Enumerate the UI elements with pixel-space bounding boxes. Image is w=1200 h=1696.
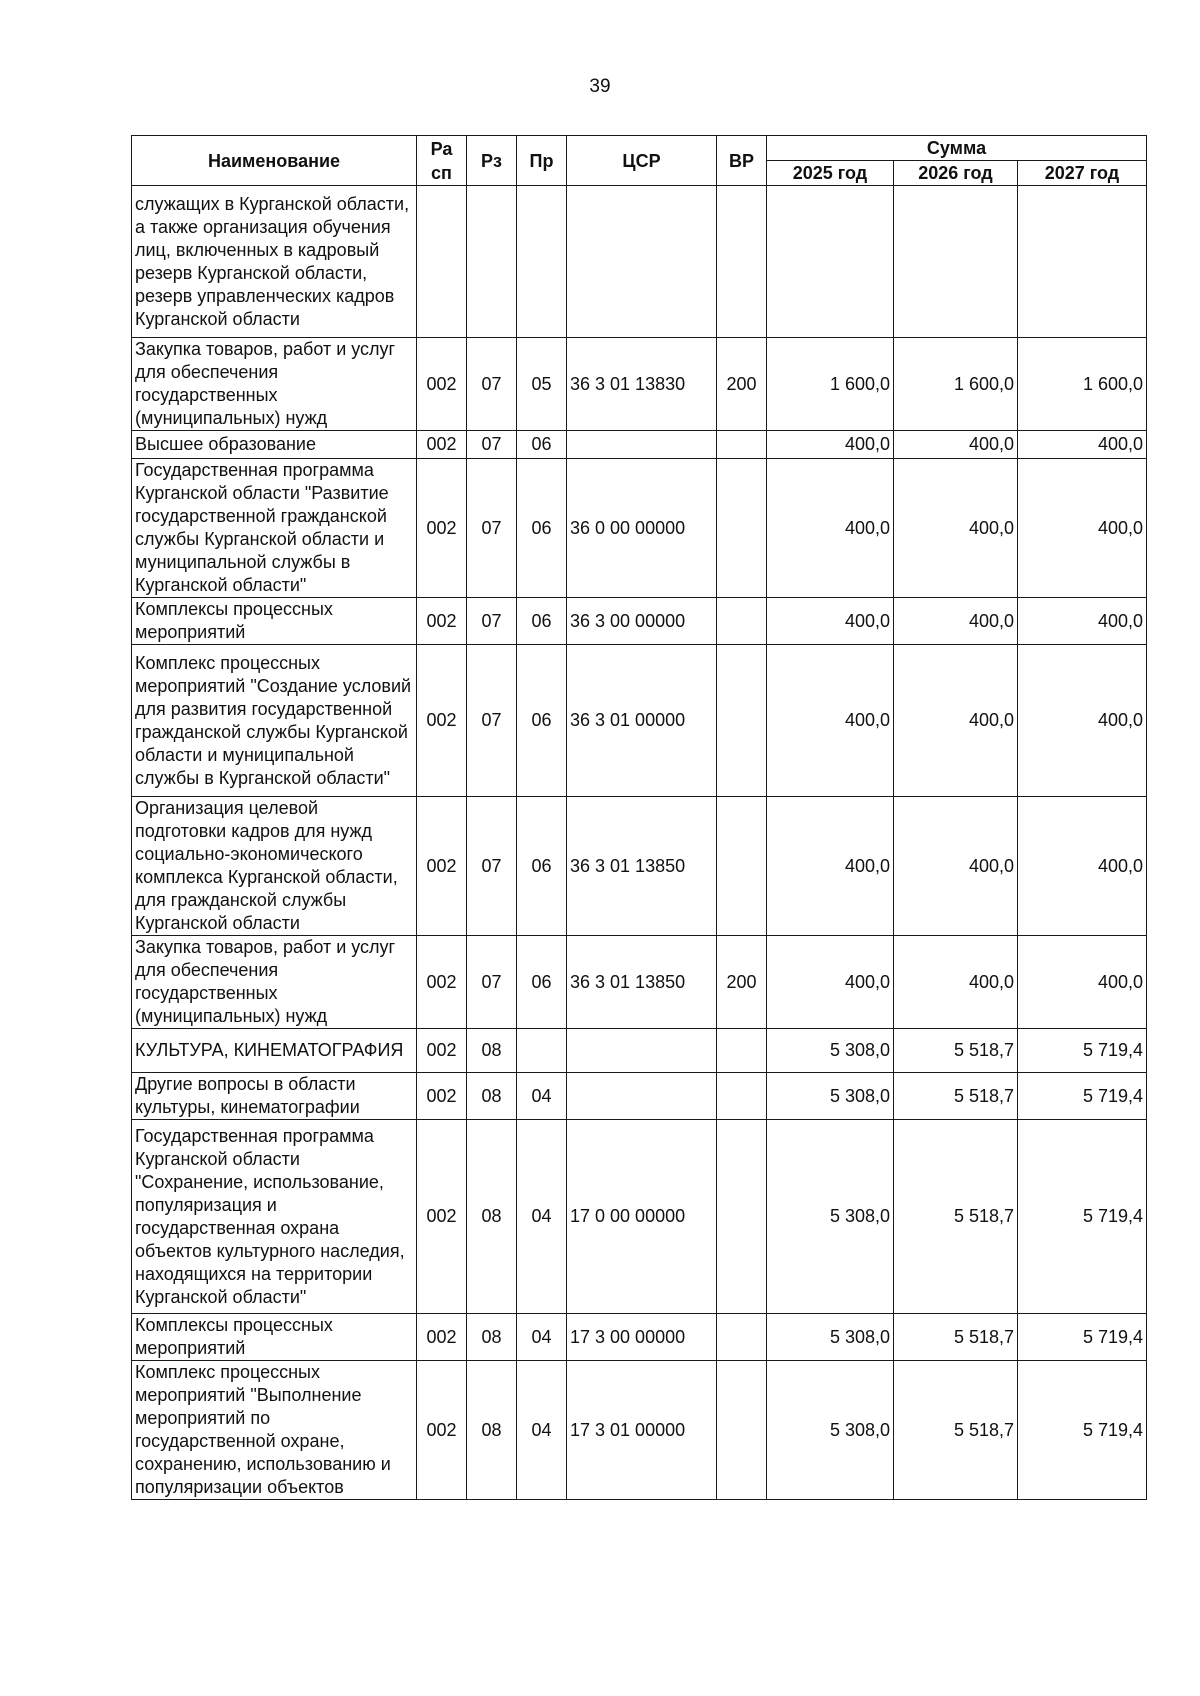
cell-2026: 1 600,0 [894,338,1018,431]
cell-2025: 400,0 [767,598,894,645]
cell-2027: 5 719,4 [1018,1029,1147,1073]
cell-2027: 400,0 [1018,645,1147,797]
cell-rz: 08 [467,1120,517,1314]
header-2027: 2027 год [1018,161,1147,186]
cell-name: Комплексы процессных мероприятий [132,1314,417,1361]
cell-2027: 1 600,0 [1018,338,1147,431]
cell-2027: 400,0 [1018,431,1147,459]
cell-csr: 36 3 01 13850 [567,797,717,936]
cell-name: Закупка товаров, работ и услуг для обеспечения государственных (муниципальных) нужд [132,338,417,431]
table-row [132,186,1147,338]
table-row [132,598,1147,645]
cell-2027: 400,0 [1018,459,1147,598]
cell-2027: 400,0 [1018,797,1147,936]
cell-rasp: 002 [417,338,467,431]
cell-2026: 400,0 [894,598,1018,645]
cell-rasp: 002 [417,936,467,1029]
cell-csr [567,186,717,338]
cell-name: Государственная программа Курганской области "Сохранение, использование, популяризация и государственная охрана объектов культурного наследия, находящихся на территории Курганской области" [132,1120,417,1314]
cell-vr [717,1073,767,1120]
cell-pr: 06 [517,936,567,1029]
cell-rasp: 002 [417,431,467,459]
cell-2025: 400,0 [767,936,894,1029]
header-name: Наименование [132,136,417,186]
table-row [132,1361,1147,1500]
cell-rz: 08 [467,1029,517,1073]
header-pr: Пр [517,136,567,186]
cell-vr [717,645,767,797]
table-row [132,338,1147,431]
cell-2027 [1018,186,1147,338]
cell-pr: 04 [517,1073,567,1120]
cell-rasp: 002 [417,1361,467,1500]
table-row [132,1029,1147,1073]
table-row [132,1120,1147,1314]
cell-pr [517,186,567,338]
cell-rasp [417,186,467,338]
cell-2027: 5 719,4 [1018,1361,1147,1500]
cell-pr: 06 [517,797,567,936]
cell-vr [717,459,767,598]
table-row [132,797,1147,936]
cell-vr [717,797,767,936]
cell-rz: 07 [467,645,517,797]
cell-2027: 5 719,4 [1018,1314,1147,1361]
cell-rz: 08 [467,1361,517,1500]
cell-2027: 400,0 [1018,598,1147,645]
cell-2026: 400,0 [894,645,1018,797]
cell-2025: 400,0 [767,431,894,459]
cell-vr [717,1361,767,1500]
header-2026: 2026 год [894,161,1018,186]
cell-2025: 1 600,0 [767,338,894,431]
cell-csr: 36 0 00 00000 [567,459,717,598]
cell-2025: 5 308,0 [767,1073,894,1120]
cell-rasp: 002 [417,645,467,797]
table-row [132,1073,1147,1120]
cell-name: Организация целевой подготовки кадров для нужд социально-экономического комплекса Курганской области, для гражданской службы Курганской области [132,797,417,936]
cell-rz: 08 [467,1314,517,1361]
cell-2025: 5 308,0 [767,1314,894,1361]
cell-2026: 5 518,7 [894,1314,1018,1361]
cell-2025: 400,0 [767,459,894,598]
cell-2027: 5 719,4 [1018,1120,1147,1314]
cell-vr [717,1314,767,1361]
cell-name: Закупка товаров, работ и услуг для обеспечения государственных (муниципальных) нужд [132,936,417,1029]
header-sum: Сумма [767,136,1147,161]
header-rz: Рз [467,136,517,186]
cell-rz: 07 [467,338,517,431]
cell-rz: 08 [467,1073,517,1120]
cell-2027: 5 719,4 [1018,1073,1147,1120]
cell-rasp: 002 [417,797,467,936]
cell-vr: 200 [717,936,767,1029]
table-body [132,186,1147,1500]
header-vr: ВР [717,136,767,186]
cell-vr [717,598,767,645]
cell-csr: 36 3 01 13830 [567,338,717,431]
cell-2026: 400,0 [894,459,1018,598]
cell-name: Другие вопросы в области культуры, кинематографии [132,1073,417,1120]
cell-name: Комплекс процессных мероприятий "Выполнение мероприятий по государственной охране, сохранению, использованию и популяризации объектов [132,1361,417,1500]
cell-vr: 200 [717,338,767,431]
cell-rz: 07 [467,431,517,459]
table-header [132,136,1147,186]
cell-name: Комплекс процессных мероприятий "Создание условий для развития государственной гражданской службы Курганской области и муниципальной службы в Курганской области" [132,645,417,797]
cell-pr: 06 [517,645,567,797]
cell-pr: 05 [517,338,567,431]
cell-name: КУЛЬТУРА, КИНЕМАТОГРАФИЯ [132,1029,417,1073]
cell-pr: 06 [517,598,567,645]
cell-name: Высшее образование [132,431,417,459]
cell-rasp: 002 [417,598,467,645]
cell-rz: 07 [467,598,517,645]
cell-2025: 5 308,0 [767,1361,894,1500]
cell-2026: 5 518,7 [894,1073,1018,1120]
cell-rz: 07 [467,459,517,598]
cell-rz: 07 [467,797,517,936]
table-row [132,431,1147,459]
cell-csr [567,1029,717,1073]
cell-rz: 07 [467,936,517,1029]
cell-pr [517,1029,567,1073]
cell-csr [567,1073,717,1120]
cell-pr: 06 [517,431,567,459]
cell-pr: 04 [517,1314,567,1361]
header-2025: 2025 год [767,161,894,186]
cell-csr: 17 3 01 00000 [567,1361,717,1500]
cell-2026: 400,0 [894,431,1018,459]
cell-2025: 400,0 [767,797,894,936]
cell-pr: 04 [517,1361,567,1500]
header-csr: ЦСР [567,136,717,186]
cell-name: Государственная программа Курганской области "Развитие государственной гражданской службы Курганской области и муниципальной службы в Курганской области" [132,459,417,598]
cell-2026: 400,0 [894,936,1018,1029]
cell-vr [717,431,767,459]
cell-2026: 5 518,7 [894,1361,1018,1500]
cell-2027: 400,0 [1018,936,1147,1029]
table-row [132,1314,1147,1361]
cell-rasp: 002 [417,1314,467,1361]
cell-vr [717,1120,767,1314]
cell-2026: 5 518,7 [894,1120,1018,1314]
budget-table [131,135,1147,1500]
cell-2025: 5 308,0 [767,1029,894,1073]
cell-vr [717,186,767,338]
cell-2026: 5 518,7 [894,1029,1018,1073]
cell-name: служащих в Курганской области, а также организация обучения лиц, включенных в кадровый резерв Курганской области, резерв управленческих кадров Курганской области [132,186,417,338]
page-number: 39 [589,76,611,97]
cell-csr: 36 3 00 00000 [567,598,717,645]
cell-csr [567,431,717,459]
cell-rasp: 002 [417,459,467,598]
header-rasp: Ра сп [417,136,467,186]
table-row [132,459,1147,598]
cell-2026: 400,0 [894,797,1018,936]
cell-vr [717,1029,767,1073]
cell-rasp: 002 [417,1029,467,1073]
cell-2025 [767,186,894,338]
cell-csr: 17 3 00 00000 [567,1314,717,1361]
cell-rz [467,186,517,338]
cell-rasp: 002 [417,1120,467,1314]
cell-rasp: 002 [417,1073,467,1120]
table-row [132,936,1147,1029]
cell-name: Комплексы процессных мероприятий [132,598,417,645]
cell-2026 [894,186,1018,338]
cell-pr: 04 [517,1120,567,1314]
cell-csr: 36 3 01 13850 [567,936,717,1029]
cell-2025: 400,0 [767,645,894,797]
cell-2025: 5 308,0 [767,1120,894,1314]
cell-pr: 06 [517,459,567,598]
cell-csr: 17 0 00 00000 [567,1120,717,1314]
cell-csr: 36 3 01 00000 [567,645,717,797]
table-row [132,645,1147,797]
